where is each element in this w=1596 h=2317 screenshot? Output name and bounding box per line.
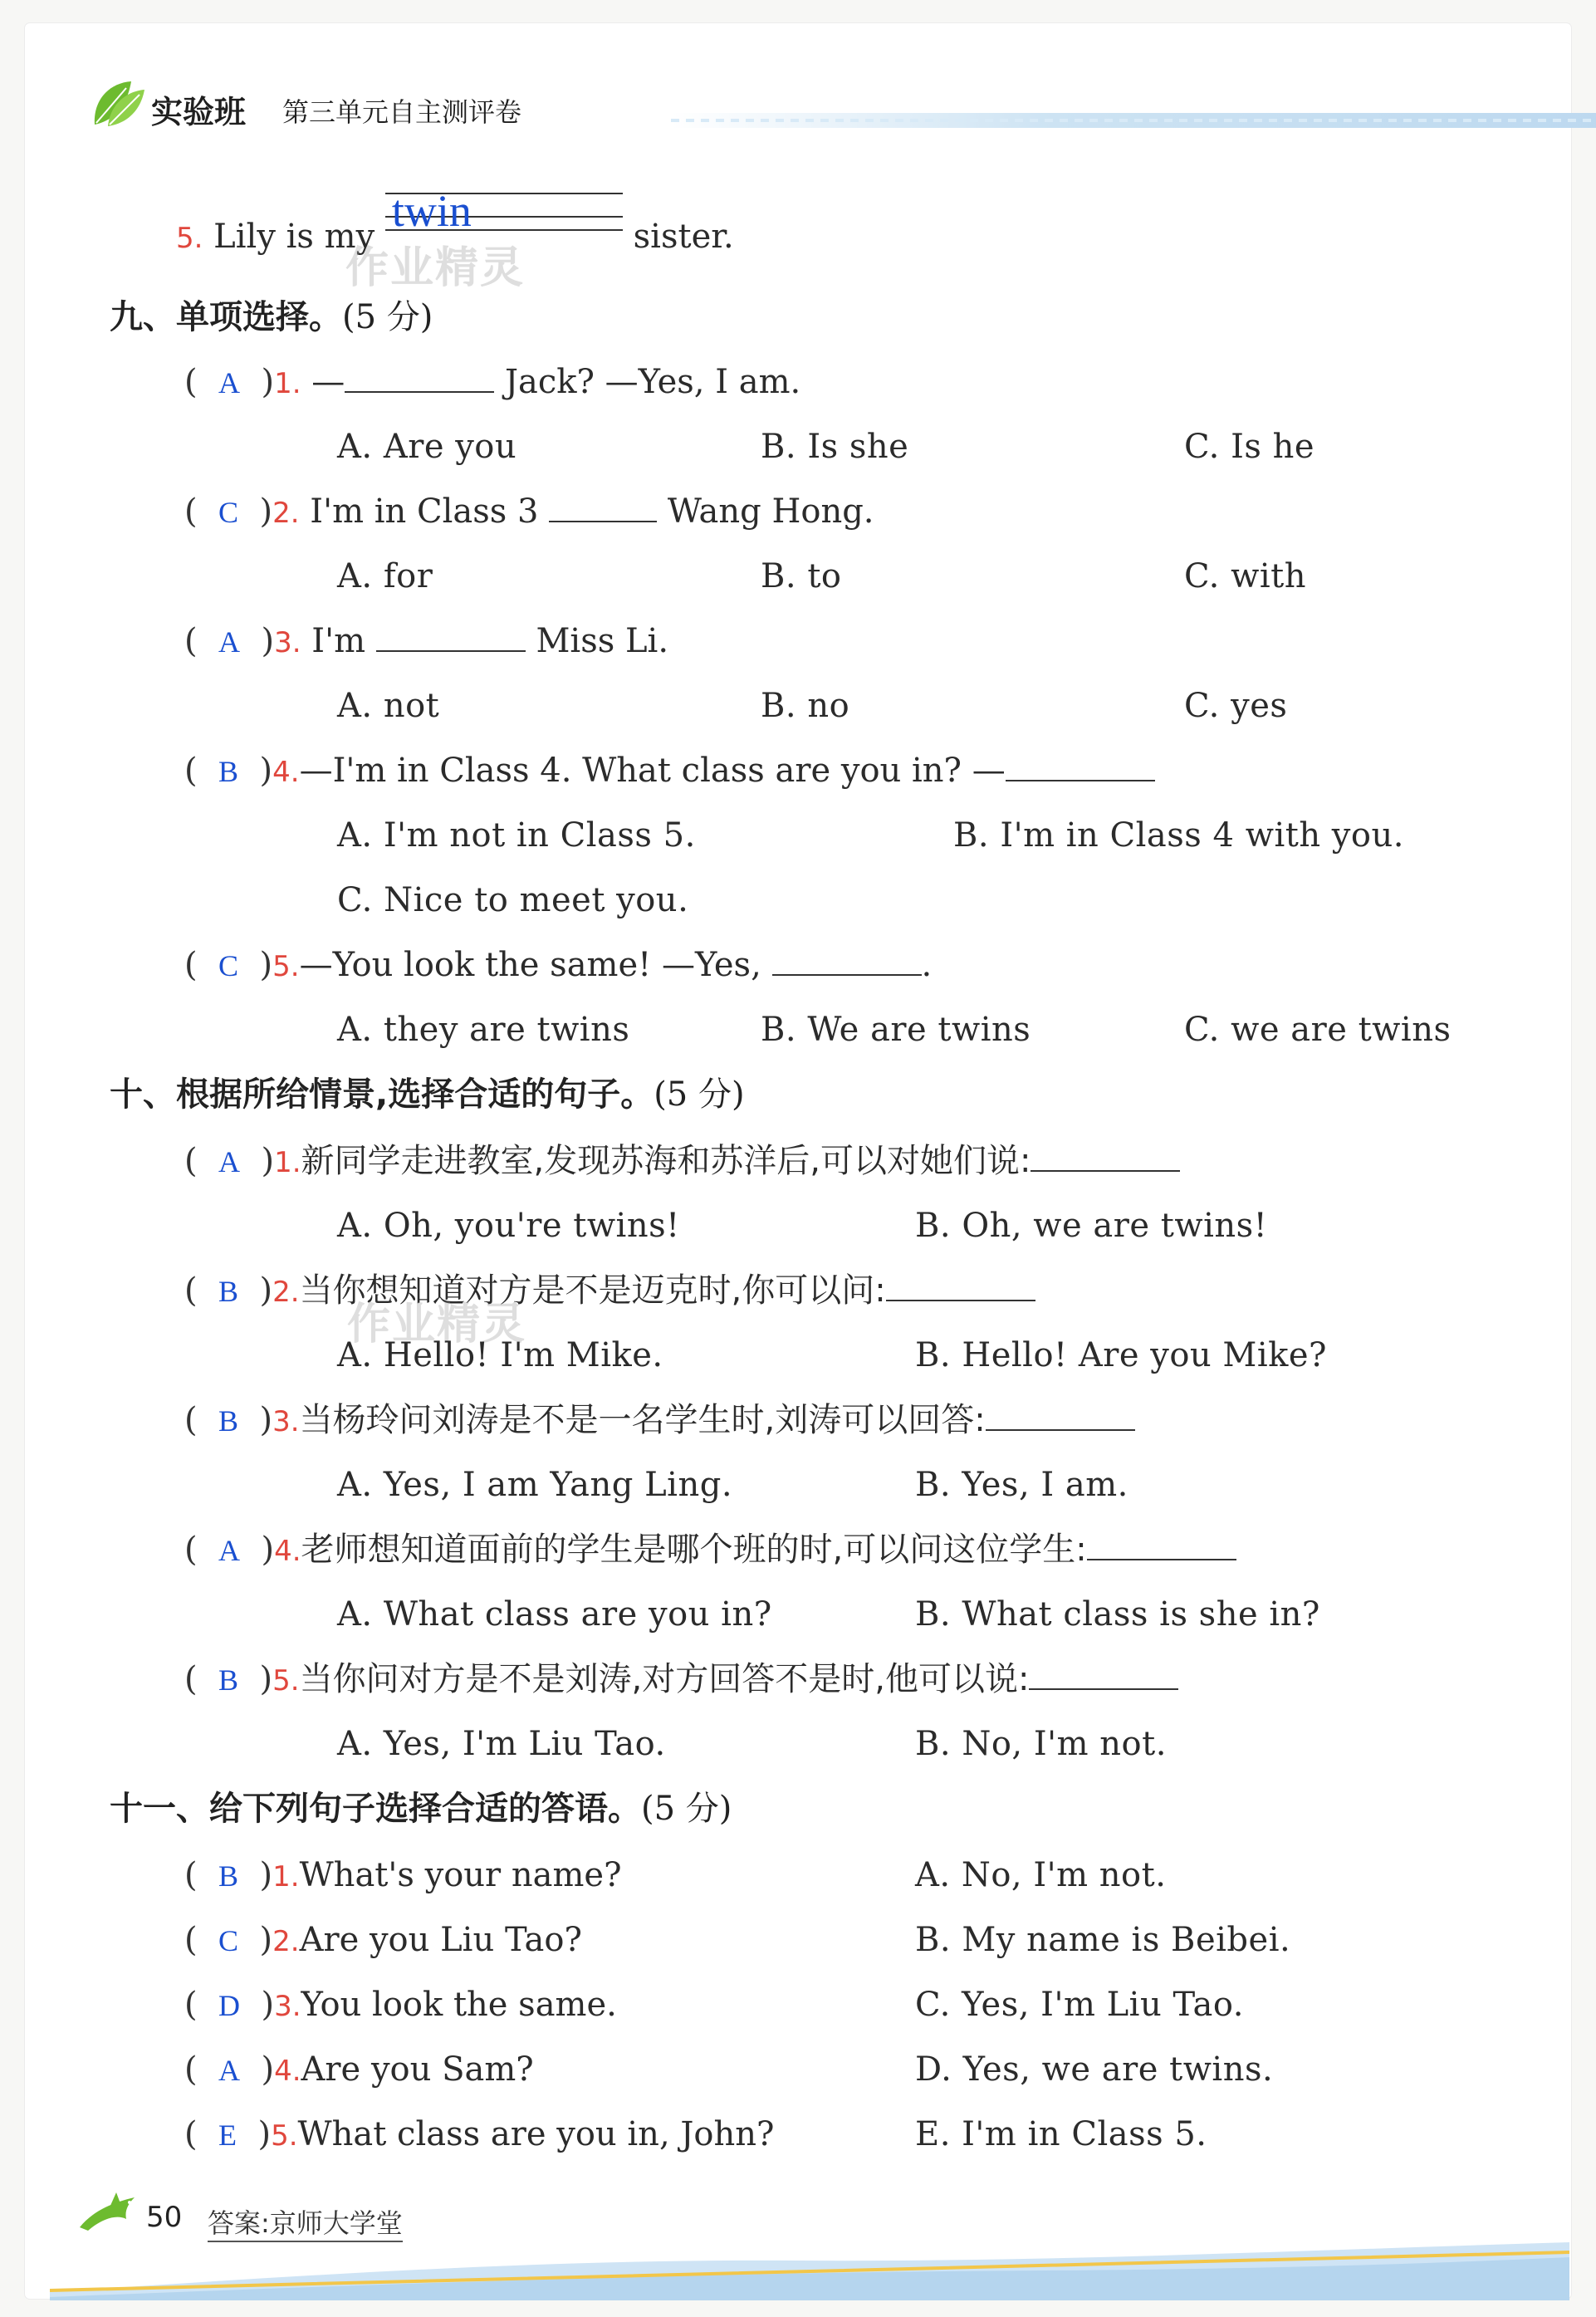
handwritten-answer: twin — [391, 186, 472, 236]
option-a: A. Hello! I'm Mike. — [337, 1336, 663, 1374]
question-number: 4. — [274, 1535, 301, 1568]
question-number: 1. — [272, 1860, 300, 1893]
option-c: C. with — [1184, 557, 1306, 595]
s9-q1: ( A )1. — Jack? —Yes, I am. — [184, 363, 801, 401]
option-c: C. we are twins — [1184, 1011, 1452, 1049]
option-c: C. yes — [1184, 687, 1288, 725]
section-11-title — [110, 1789, 732, 1829]
option-c: C. Is he — [1184, 428, 1315, 466]
answer-blank — [549, 492, 657, 522]
answer-letter: B — [218, 1663, 239, 1697]
option-b: B. Yes, I am. — [915, 1466, 1128, 1504]
section-points: (5 分) — [342, 298, 433, 336]
question-text: What class are you in, John? — [297, 2115, 775, 2153]
s9-q5: ( C )5.—You look the same! —Yes, . — [184, 946, 933, 984]
answer-blank — [1006, 752, 1155, 781]
question-text-before: Lily is my — [213, 218, 375, 256]
footer-wave-decor — [50, 2242, 1569, 2300]
question-number: 3. — [274, 1990, 301, 2023]
option-a: A. Yes, I'm Liu Tao. — [337, 1725, 666, 1763]
answer-letter: A — [218, 2054, 241, 2087]
option-a: A. What class are you in? — [337, 1595, 772, 1634]
header-decor-band — [671, 113, 1596, 128]
option-a: A. Yes, I am Yang Ling. — [337, 1466, 733, 1504]
reply-option: C. Yes, I'm Liu Tao. — [915, 1986, 1244, 2024]
option-b: B. Hello! Are you Mike? — [915, 1336, 1327, 1374]
section-10-title — [110, 1075, 745, 1114]
answer-letter: B — [218, 755, 239, 788]
answer-blank — [376, 622, 526, 652]
option-b: B. We are twins — [761, 1011, 1031, 1049]
question-number: 1. — [274, 1146, 301, 1179]
option-b: B. Oh, we are twins! — [915, 1207, 1268, 1245]
question-text: Are you Sam? — [301, 2050, 534, 2089]
option-b: B. no — [761, 687, 850, 725]
question-stem-end: Jack? —Yes, I am. — [504, 363, 801, 401]
reply-option: A. No, I'm not. — [915, 1856, 1167, 1894]
brand-label: 实验班 — [151, 94, 247, 130]
option-b: B. I'm in Class 4 with you. — [953, 816, 1404, 855]
s9-q3: ( A )3. I'm Miss Li. — [184, 622, 669, 660]
reply-option: E. I'm in Class 5. — [915, 2115, 1207, 2153]
answer-blank — [986, 1401, 1135, 1431]
question-number: 4. — [274, 2055, 301, 2088]
question-number: 1. — [274, 367, 301, 400]
answer-letter: E — [218, 2119, 237, 2152]
answer-blank — [886, 1271, 1035, 1301]
option-b: B. What class is she in? — [915, 1595, 1320, 1634]
answer-blank — [772, 946, 922, 976]
s11-q3: ( D )3.You look the same. — [184, 1986, 617, 2024]
question-text-after: sister. — [633, 218, 734, 256]
section-title-text: 十一、给下列句子选择合适的答语。 — [110, 1790, 641, 1828]
section-9-title — [110, 297, 433, 337]
answer-letter: C — [218, 949, 239, 982]
answer-blank — [345, 363, 494, 393]
question-stem: I'm — [311, 622, 365, 660]
s9-q2: ( C )2. I'm in Class 3 Wang Hong. — [184, 492, 874, 531]
question-text: You look the same. — [301, 1986, 617, 2024]
section-title-text: 十、根据所给情景,选择合适的句子。 — [110, 1075, 654, 1114]
option-c: C. Nice to meet you. — [337, 881, 689, 919]
question-stem-end: Miss Li. — [536, 622, 669, 660]
question-number: 4. — [272, 756, 300, 789]
page-number: 50 — [146, 2201, 183, 2234]
question-stem: 当你问对方是不是刘涛,对方回答不是时,他可以说: — [299, 1660, 1030, 1698]
watermark: 作业精灵 — [347, 1300, 527, 1350]
s11-q4: ( A )4.Are you Sam? — [184, 2050, 534, 2089]
question-number: 3. — [272, 1405, 300, 1438]
question-stem: —I'm in Class 4. What class are you in? — — [299, 752, 1006, 790]
s11-q1: ( B )1.What's your name? — [184, 1856, 622, 1894]
question-stem: 当杨玲问刘涛是不是一名学生时,刘涛可以回答: — [299, 1401, 986, 1439]
option-b: B. to — [761, 557, 842, 595]
leaf-logo-icon — [90, 76, 148, 130]
question-stem: I'm in Class 3 — [310, 492, 539, 531]
s10-q3: ( B )3.当杨玲问刘涛是不是一名学生时,刘涛可以回答: — [184, 1400, 1135, 1442]
s11-q5: ( E )5.What class are you in, John? — [184, 2115, 775, 2153]
question-number: 5. — [176, 222, 203, 255]
header-title: 第三单元自主测评卷 — [282, 96, 522, 128]
answer-letter: A — [218, 625, 241, 659]
answer-letter: B — [218, 1859, 239, 1893]
s10-q1: ( A )1.新同学走进教室,发现苏海和苏洋后,可以对她们说: — [184, 1141, 1180, 1183]
question-number: 5. — [271, 2119, 298, 2153]
reply-option: B. My name is Beibei. — [915, 1921, 1291, 1959]
question-stem: 当你想知道对方是不是迈克时,你可以问: — [299, 1271, 886, 1310]
question-stem: —You look the same! —Yes, — [299, 946, 761, 984]
s10-q4: ( A )4.老师想知道面前的学生是哪个班的时,可以问这位学生: — [184, 1530, 1236, 1571]
section-points: (5 分) — [654, 1075, 745, 1114]
question-number: 5. — [272, 950, 300, 983]
question-number: 2. — [272, 1276, 300, 1309]
question-number: 5. — [272, 1664, 300, 1697]
section-points: (5 分) — [641, 1790, 732, 1828]
s10-q5: ( B )5.当你问对方是不是刘涛,对方回答不是时,他可以说: — [184, 1659, 1178, 1701]
reply-option: D. Yes, we are twins. — [915, 2050, 1274, 2089]
answer-letter: A — [218, 1145, 241, 1178]
dolphin-icon — [76, 2186, 143, 2236]
answer-blank — [1031, 1142, 1180, 1172]
option-a: A. they are twins — [337, 1011, 630, 1049]
answer-blank — [1029, 1660, 1178, 1690]
answer-letter: C — [218, 1924, 239, 1957]
answer-letter: B — [218, 1275, 239, 1308]
option-a: A. Are you — [337, 428, 517, 466]
section-title-text: 九、单项选择。 — [110, 298, 342, 336]
s10-q2: ( B )2.当你想知道对方是不是迈克时,你可以问: — [184, 1271, 1035, 1312]
question-stem-end: Wang Hong. — [667, 492, 874, 531]
s11-q2: ( C )2.Are you Liu Tao? — [184, 1921, 582, 1959]
question-stem-end: . — [921, 946, 933, 984]
question-stem: 新同学走进教室,发现苏海和苏洋后,可以对她们说: — [301, 1142, 1031, 1180]
question-number: 2. — [272, 1925, 300, 1958]
option-a: A. not — [337, 687, 440, 725]
question-number: 3. — [274, 626, 301, 659]
question-stem: 老师想知道面前的学生是哪个班的时,可以问这位学生: — [301, 1531, 1087, 1569]
option-a: A. Oh, you're twins! — [337, 1207, 680, 1245]
answer-letter: A — [218, 1534, 241, 1567]
answer-letter: B — [218, 1404, 239, 1438]
page-header — [90, 76, 1535, 143]
answer-blank — [1087, 1531, 1236, 1560]
option-b: B. No, I'm not. — [915, 1725, 1167, 1763]
answer-letter: A — [218, 366, 241, 399]
s9-q4: ( B )4.—I'm in Class 4. What class are you in? — — [184, 751, 1155, 792]
question-number: 2. — [272, 497, 300, 530]
footer-answer-source: 答案:京师大学堂 — [208, 2202, 403, 2242]
question-stem: — — [311, 363, 345, 401]
answer-letter: D — [218, 1989, 241, 2022]
question-text: Are you Liu Tao? — [299, 1921, 582, 1959]
option-a: A. for — [337, 557, 433, 595]
answer-letter: C — [218, 496, 239, 529]
watermark: 作业精灵 — [345, 243, 526, 293]
option-a: A. I'm not in Class 5. — [337, 816, 696, 855]
question-text: What's your name? — [299, 1856, 622, 1894]
option-b: B. Is she — [761, 428, 909, 466]
